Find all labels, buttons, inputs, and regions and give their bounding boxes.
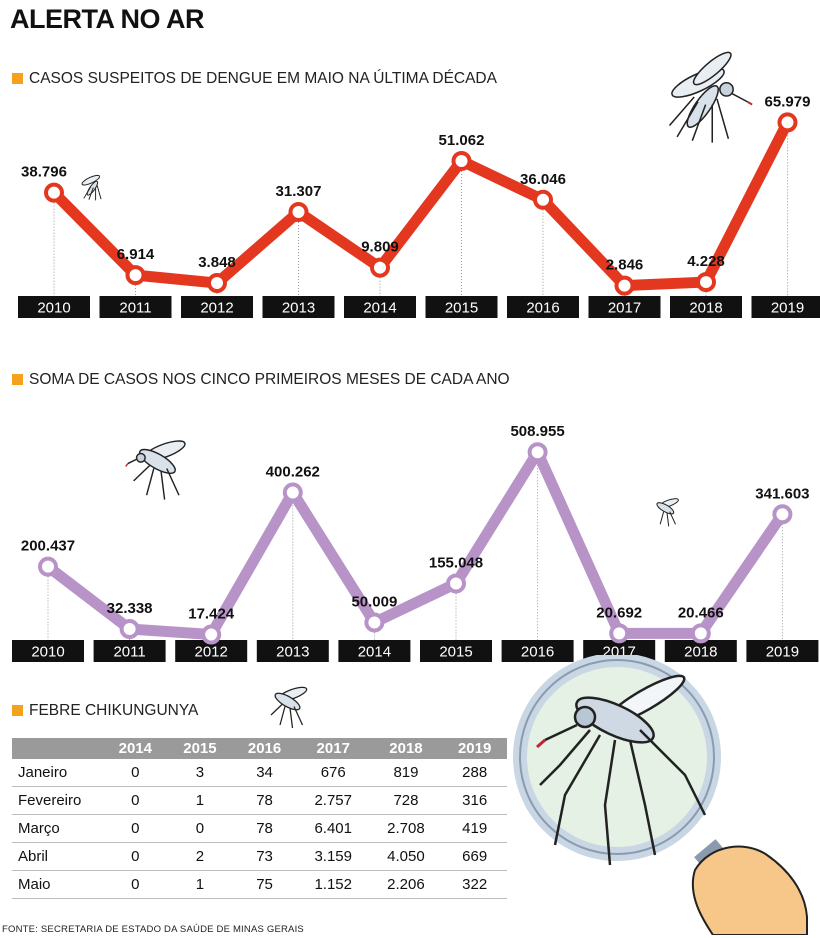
dengue-sum-data-label: 200.437 (20, 537, 76, 555)
dengue-may-x-tick-label: 2016 (526, 299, 560, 317)
dengue-may-data-point (128, 267, 144, 283)
dengue-sum-data-point (530, 444, 546, 460)
table-row-label: Março (12, 815, 103, 843)
dengue-sum-x-tick-label: 2016 (520, 643, 555, 661)
table-cell: 2.206 (370, 871, 443, 899)
table-cell: 819 (370, 759, 443, 787)
table-cell: 78 (232, 787, 297, 815)
dengue-may-data-point (46, 185, 62, 201)
dengue-sum-x-tick-label: 2017 (602, 643, 636, 661)
table-cell: 419 (442, 815, 507, 843)
dengue-sum-data-point (366, 614, 382, 630)
dengue-may-x-tick-label: 2013 (281, 299, 316, 317)
dengue-may-data-label: 2.846 (605, 256, 644, 274)
page-title: ALERTA NO AR (10, 4, 204, 34)
table-cell: 0 (168, 815, 233, 843)
source-note: FONTE: SECRETARIA DE ESTADO DA SAÚDE DE MINAS GERAIS (2, 924, 304, 935)
table-row-label: Maio (12, 871, 103, 899)
table-column-header: 2019 (442, 738, 507, 759)
dengue-sum-data-point (285, 485, 301, 501)
table-column-header: 2017 (297, 738, 370, 759)
table-cell: 73 (232, 843, 297, 871)
table-cell: 322 (442, 871, 507, 899)
dengue-sum-x-tick-label: 2012 (194, 643, 228, 661)
dengue-sum-line-chart (0, 390, 820, 675)
dengue-may-data-label: 9.809 (361, 238, 399, 256)
table-column-header: 2016 (232, 738, 297, 759)
table-cell: 34 (232, 759, 297, 787)
dengue-may-x-tick-label: 2018 (689, 299, 723, 317)
dengue-sum-data-label: 20.466 (677, 604, 724, 622)
table-column-header: 2018 (370, 738, 443, 759)
dengue-may-x-tick-label: 2012 (200, 299, 234, 317)
mosquito-icon (125, 425, 197, 505)
table-cell: 3 (168, 759, 233, 787)
table-cell: 2.757 (297, 787, 370, 815)
dengue-may-data-label: 3.848 (198, 254, 236, 272)
section-title-text: SOMA DE CASOS NOS CINCO PRIMEIROS MESES DE CADA ANO (29, 371, 510, 388)
accent-square-icon (12, 374, 23, 385)
dengue-sum-x-tick-label: 2013 (276, 643, 310, 661)
table-row (12, 759, 507, 787)
dengue-may-data-point (780, 114, 796, 130)
dengue-sum-data-label: 400.262 (265, 463, 320, 481)
dengue-may-data-point (291, 204, 307, 220)
dengue-may-x-tick-label: 2017 (607, 299, 642, 317)
table-row-label: Abril (12, 843, 103, 871)
dengue-may-data-point (454, 153, 470, 169)
table-cell: 1.152 (297, 871, 370, 899)
table-cell: 1 (168, 871, 233, 899)
dengue-may-x-tick-label: 2010 (37, 299, 71, 317)
table-row (12, 871, 507, 899)
section-title-dengue-sum (12, 371, 510, 389)
table-cell: 3.159 (297, 843, 370, 871)
table-cell: 75 (232, 871, 297, 899)
table-cell: 1 (168, 787, 233, 815)
table-cell: 6.401 (297, 815, 370, 843)
table-column-header (12, 738, 103, 759)
dengue-sum-data-label: 20.692 (596, 604, 643, 622)
table-cell: 316 (442, 787, 507, 815)
dengue-may-data-label: 36.046 (520, 170, 566, 188)
dengue-may-x-tick-label: 2011 (119, 299, 152, 317)
magnifying-glass-icon (505, 655, 817, 935)
table-cell: 0 (103, 815, 168, 843)
dengue-may-data-point (372, 260, 388, 276)
section-title-text: CASOS SUSPEITOS DE DENGUE EM MAIO NA ÚLTIMA DÉCADA (29, 70, 497, 87)
dengue-may-data-point (698, 274, 714, 290)
mosquito-icon (78, 165, 110, 205)
table-cell: 0 (103, 871, 168, 899)
dengue-may-data-label: 51.062 (438, 131, 485, 149)
dengue-sum-data-point (774, 506, 790, 522)
table-cell: 676 (297, 759, 370, 787)
dengue-sum-data-point (693, 625, 709, 641)
dengue-sum-x-tick-label: 2010 (31, 643, 65, 661)
dengue-may-x-tick-label: 2015 (444, 299, 479, 317)
table-cell: 4.050 (370, 843, 443, 871)
dengue-may-data-point (617, 278, 633, 294)
dengue-sum-data-label: 155.048 (428, 554, 484, 572)
accent-square-icon (12, 73, 23, 84)
section-title-chikungunya (12, 702, 198, 720)
dengue-sum-data-point (611, 625, 627, 641)
dengue-may-x-tick-label: 2019 (770, 299, 805, 317)
dengue-sum-x-tick-label: 2019 (765, 643, 800, 661)
table-column-header: 2014 (103, 738, 168, 759)
dengue-sum-data-point (122, 621, 138, 637)
table-cell: 669 (442, 843, 507, 871)
dengue-sum-data-point (203, 627, 219, 643)
hand-icon (693, 847, 807, 935)
table-cell: 2.708 (370, 815, 443, 843)
table-cell: 288 (442, 759, 507, 787)
table-cell: 78 (232, 815, 297, 843)
dengue-may-x-tick-label: 2014 (363, 299, 397, 317)
table-row-label: Fevereiro (12, 787, 103, 815)
table-cell: 0 (103, 759, 168, 787)
dengue-sum-data-label: 341.603 (755, 485, 810, 503)
table-cell: 2 (168, 843, 233, 871)
table-row-label: Janeiro (12, 759, 103, 787)
table-column-header: 2015 (168, 738, 233, 759)
table-header-row (12, 738, 507, 759)
table-cell: 728 (370, 787, 443, 815)
table-row (12, 787, 507, 815)
dengue-sum-x-tick-label: 2014 (357, 643, 392, 661)
table-row (12, 815, 507, 843)
dengue-may-data-label: 6.914 (116, 246, 155, 264)
dengue-may-data-point (535, 192, 551, 208)
dengue-may-data-point (209, 275, 225, 291)
dengue-sum-data-label: 50.009 (351, 593, 398, 611)
dengue-sum-data-label: 508.955 (510, 423, 565, 441)
mosquito-icon (660, 42, 755, 152)
dengue-sum-data-label: 32.338 (106, 600, 153, 618)
chikungunya-table (12, 738, 507, 899)
dengue-may-data-label: 4.228 (687, 253, 725, 271)
table-cell: 0 (103, 843, 168, 871)
dengue-sum-x-tick-label: 2015 (439, 643, 473, 661)
dengue-sum-data-point (40, 559, 56, 575)
dengue-sum-data-label: 17.424 (188, 605, 235, 623)
table-row (12, 843, 507, 871)
dengue-sum-x-tick-label: 2011 (113, 643, 146, 661)
section-title-text: FEBRE CHIKUNGUNYA (29, 702, 199, 719)
accent-square-icon (12, 705, 23, 716)
dengue-may-data-label: 31.307 (275, 183, 322, 201)
mosquito-icon (650, 490, 684, 530)
mosquito-icon (265, 673, 315, 735)
table-cell: 0 (103, 787, 168, 815)
dengue-sum-x-tick-label: 2018 (684, 643, 718, 661)
dengue-sum-data-point (448, 575, 464, 591)
dengue-may-data-label: 65.979 (764, 93, 811, 111)
dengue-may-data-label: 38.796 (21, 163, 67, 181)
section-title-dengue-may (12, 70, 497, 88)
